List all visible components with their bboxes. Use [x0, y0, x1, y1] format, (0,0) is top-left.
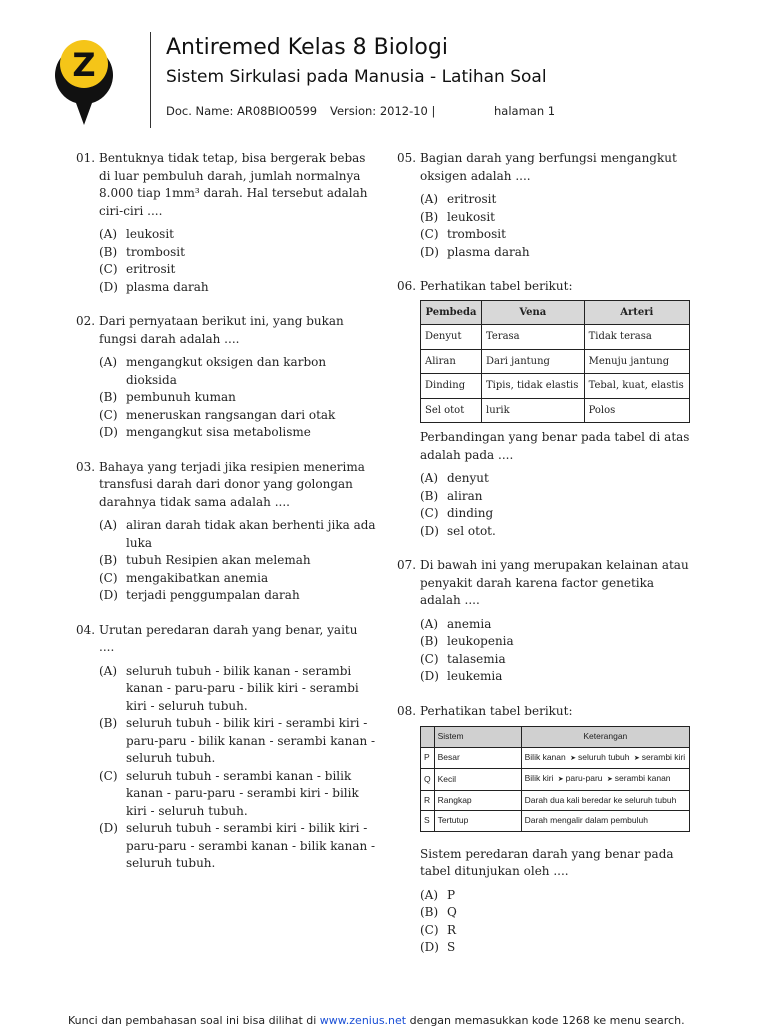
table-cell: Polos	[584, 398, 689, 423]
question-stem	[76, 622, 376, 657]
zenius-link[interactable]: www.zenius.net	[319, 1014, 407, 1027]
option-text: seluruh tubuh - serambi kiri - bilik kiri - paru-paru - serambi kanan - bilik kanan - seluruh tubuh.	[126, 821, 376, 870]
table-row	[421, 811, 690, 832]
question-text: Urutan peredaran darah yang benar, yaitu ....	[99, 622, 358, 654]
table-cell: Menuju jantung	[584, 349, 689, 374]
footer-text: Kunci dan pembahasan soal ini bisa dilihat di	[68, 1014, 320, 1027]
table-cell: Terasa	[482, 325, 585, 350]
option-label: (D)	[420, 669, 439, 683]
footer-note	[68, 1014, 685, 1027]
answer-option	[420, 209, 697, 227]
question-03	[76, 459, 376, 605]
option-text: meneruskan rangsangan dari otak	[126, 407, 336, 422]
question-text: Bagian darah yang berfungsi mengangkut oksigen adalah ....	[420, 151, 677, 183]
option-text: plasma darah	[126, 279, 209, 294]
option-text: trombosit	[126, 244, 185, 259]
table-row	[421, 769, 690, 791]
option-label: (D)	[99, 588, 118, 602]
option-label: (C)	[99, 262, 118, 276]
option-text: aliran	[447, 488, 483, 503]
cell-text: Bilik kanan	[524, 751, 569, 762]
table-cell: Tertutup	[434, 811, 521, 832]
arrow-icon: ➤	[633, 754, 640, 762]
answer-option	[99, 407, 376, 425]
svg-text:Z: Z	[72, 46, 96, 84]
option-label: (B)	[420, 488, 439, 503]
table-cell: Tebal, kuat, elastis	[584, 374, 689, 399]
option-text: sel otot.	[447, 523, 496, 538]
table-cell: Kecil	[434, 769, 521, 791]
answer-option	[99, 226, 376, 244]
answer-option	[420, 904, 697, 922]
question-stem	[76, 313, 376, 348]
table-cell: Tidak terasa	[584, 325, 689, 350]
option-text: leukemia	[447, 669, 503, 683]
question-number: 04.	[76, 622, 96, 637]
table-cell	[521, 811, 689, 832]
question-text: Perhatikan tabel berikut:	[420, 279, 573, 293]
option-text: terjadi penggumpalan darah	[126, 588, 300, 602]
option-label: (A)	[99, 518, 118, 532]
option-label: (D)	[99, 821, 118, 835]
option-label: (C)	[420, 506, 439, 520]
question-number: 05.	[397, 151, 417, 165]
answer-option	[420, 939, 697, 957]
answer-option	[99, 389, 376, 407]
table-cell: Sel otot	[421, 398, 482, 423]
table-header: Vena	[482, 300, 585, 325]
option-label: (C)	[420, 227, 439, 241]
option-text: eritrosit	[126, 262, 176, 276]
answer-options	[99, 354, 376, 442]
option-label: (A)	[99, 227, 118, 241]
option-label: (B)	[99, 553, 118, 567]
option-text: dinding	[447, 506, 494, 520]
option-text: tubuh Resipien akan melemah	[126, 553, 311, 567]
option-text: R	[447, 922, 457, 937]
table-row	[421, 325, 690, 350]
answer-option	[420, 505, 697, 523]
answer-option	[99, 663, 376, 716]
table-row	[421, 374, 690, 399]
table-cell	[521, 769, 689, 791]
question-text: Perhatikan tabel berikut:	[420, 703, 573, 718]
table-cell: Denyut	[421, 325, 482, 350]
option-label: (C)	[99, 768, 118, 783]
option-text: P	[447, 887, 456, 902]
answer-option	[99, 768, 376, 821]
table-cell: Aliran	[421, 349, 482, 374]
answer-option	[99, 424, 376, 442]
option-text: seluruh tubuh - bilik kiri - serambi kiri - paru-paru - bilik kanan - serambi kanan - seluruh tubuh.	[126, 716, 376, 765]
answer-options	[99, 517, 376, 605]
answer-option	[420, 668, 697, 686]
option-label: (D)	[99, 425, 118, 439]
option-label: (B)	[420, 209, 439, 224]
option-text: aliran darah tidak akan berhenti jika ada luka	[126, 518, 376, 550]
question-02	[76, 313, 376, 442]
answer-option	[99, 279, 376, 297]
option-text: leukopenia	[447, 634, 514, 648]
option-text: mengangkut sisa metabolisme	[126, 425, 311, 439]
table-header: Arteri	[584, 300, 689, 325]
option-label: (B)	[99, 390, 118, 404]
answer-options	[99, 226, 376, 296]
question-number: 02.	[76, 314, 96, 328]
option-label: (B)	[420, 634, 439, 648]
question-04	[76, 622, 376, 873]
answer-options	[99, 663, 376, 873]
answer-option	[420, 191, 697, 209]
arrow-icon: ➤	[557, 776, 564, 783]
answer-option	[99, 354, 376, 389]
arrow-icon: ➤	[570, 754, 576, 762]
table-header: Pembeda	[421, 300, 482, 325]
answer-option	[420, 616, 697, 634]
table-cell: Besar	[434, 747, 521, 769]
answer-option	[99, 517, 376, 552]
cell-text: serambi kanan	[614, 773, 671, 783]
cell-text: Bilik kiri	[524, 773, 556, 783]
question-text: Bahaya yang terjadi jika resipien menerima transfusi darah dari donor yang golongan darahnya tidak sama adalah ....	[99, 459, 365, 509]
answer-option	[99, 587, 376, 605]
answer-option	[420, 226, 697, 244]
cell-text: serambi kiri	[641, 751, 686, 762]
table-cell: Dinding	[421, 374, 482, 399]
footer-text: dengan memasukkan kode 1268 ke menu search.	[406, 1014, 685, 1027]
answer-option	[420, 523, 697, 541]
option-label: (D)	[99, 279, 118, 294]
option-label: (D)	[420, 940, 439, 954]
answer-option	[99, 552, 376, 570]
question-08	[397, 703, 697, 957]
option-text: talasemia	[447, 651, 506, 666]
question-number: 01.	[76, 151, 96, 165]
answer-option	[420, 244, 697, 262]
option-label: (A)	[420, 471, 439, 485]
question-number: 03.	[76, 459, 96, 474]
option-text: seluruh tubuh - serambi kanan - bilik kanan - paru-paru - serambi kiri - bilik kiri - seluruh tubuh.	[126, 768, 359, 818]
cell-text: Darah dua kali beredar ke seluruh tubuh	[524, 794, 677, 805]
answer-option	[420, 488, 697, 506]
table-row	[421, 747, 690, 769]
option-text: denyut	[447, 471, 489, 485]
row-key: S	[421, 811, 435, 832]
table-cell: lurik	[482, 398, 585, 423]
answer-option	[420, 633, 697, 651]
row-key: P	[421, 747, 435, 769]
option-label: (B)	[420, 905, 439, 919]
arrow-icon: ➤	[606, 776, 613, 783]
option-label: (A)	[99, 355, 118, 369]
question-number: 06.	[397, 279, 417, 293]
question-number: 08.	[397, 703, 417, 718]
row-key: R	[421, 790, 435, 811]
table-header	[421, 727, 435, 748]
option-label: (C)	[99, 570, 118, 585]
option-text: leukosit	[126, 227, 174, 241]
zenius-logo	[54, 33, 114, 128]
option-label: (C)	[420, 922, 439, 937]
doc-title: Antiremed Kelas 8 Biologi	[166, 35, 448, 60]
question-number: 07.	[397, 558, 417, 572]
answer-option	[99, 244, 376, 262]
table-cell: Dari jantung	[482, 349, 585, 374]
answer-option	[420, 922, 697, 940]
table-cell	[521, 747, 689, 769]
option-text: trombosit	[447, 227, 506, 241]
table-cell: Rangkap	[434, 790, 521, 811]
question-stem	[76, 150, 376, 220]
doc-version: Version: 2012-10 |	[330, 104, 436, 118]
header-divider	[150, 32, 151, 128]
cell-text: Darah mengalir dalam pembuluh	[524, 815, 648, 825]
option-text: leukosit	[447, 209, 495, 224]
doc-subtitle: Sistem Sirkulasi pada Manusia - Latihan Soal	[166, 67, 547, 87]
question-followup: Perbandingan yang benar pada tabel di atas adalah pada ....	[420, 430, 690, 462]
option-text: S	[447, 940, 456, 954]
option-label: (D)	[420, 523, 439, 538]
table-row	[421, 398, 690, 423]
comparison-table	[420, 300, 690, 424]
answer-option	[99, 820, 376, 873]
question-01	[76, 150, 376, 296]
option-text: seluruh tubuh - bilik kanan - serambi kanan - paru-paru - bilik kiri - serambi kiri - seluruh tubuh.	[126, 663, 359, 713]
table-row	[421, 790, 690, 811]
answer-option	[420, 651, 697, 669]
question-05	[397, 150, 697, 261]
option-label: (D)	[420, 244, 439, 259]
option-label: (A)	[420, 616, 439, 631]
option-label: (A)	[99, 663, 118, 678]
table-header: Sistem	[434, 727, 521, 748]
row-key: Q	[421, 769, 435, 791]
option-text: eritrosit	[447, 192, 497, 206]
question-07	[397, 557, 697, 686]
question-stem	[76, 459, 376, 512]
table-cell	[521, 790, 689, 811]
doc-name: Doc. Name: AR08BIO0599	[166, 104, 318, 118]
question-06	[397, 278, 697, 540]
question-followup: Sistem peredaran darah yang benar pada tabel ditunjukan oleh ....	[420, 846, 674, 878]
table-header: Keterangan	[521, 727, 689, 748]
page-number: halaman 1	[494, 104, 556, 118]
question-text: Bentuknya tidak tetap, bisa bergerak bebas di luar pembuluh darah, jumlah normalnya 8.000 tiap 1mm³ darah. Hal tersebut adalah ciri-ciri ....	[99, 151, 368, 218]
option-text: anemia	[447, 616, 492, 631]
answer-option	[99, 261, 376, 279]
table-row	[421, 349, 690, 374]
option-label: (B)	[99, 244, 118, 259]
right-column	[397, 150, 697, 957]
question-text: Dari pernyataan berikut ini, yang bukan fungsi darah adalah ....	[99, 314, 344, 346]
option-label: (C)	[99, 407, 118, 422]
option-text: plasma darah	[447, 244, 530, 259]
option-label: (A)	[420, 887, 439, 902]
left-column	[76, 150, 376, 873]
option-text: pembunuh kuman	[126, 390, 236, 404]
answer-option	[420, 470, 697, 488]
table-cell: Tipis, tidak elastis	[482, 374, 585, 399]
option-text: mengangkut oksigen dan karbon dioksida	[126, 355, 327, 387]
answer-option	[420, 887, 697, 905]
cell-text: paru-paru	[565, 773, 605, 783]
option-label: (A)	[420, 192, 439, 206]
option-text: mengakibatkan anemia	[126, 570, 269, 585]
circulation-table	[420, 726, 690, 832]
question-text: Di bawah ini yang merupakan kelainan atau penyakit darah karena factor genetika adalah ....	[420, 558, 689, 607]
option-label: (C)	[420, 651, 439, 666]
option-text: Q	[447, 905, 457, 919]
answer-option	[99, 570, 376, 588]
cell-text: seluruh tubuh	[577, 751, 632, 762]
answer-option	[99, 715, 376, 768]
option-label: (B)	[99, 716, 118, 730]
